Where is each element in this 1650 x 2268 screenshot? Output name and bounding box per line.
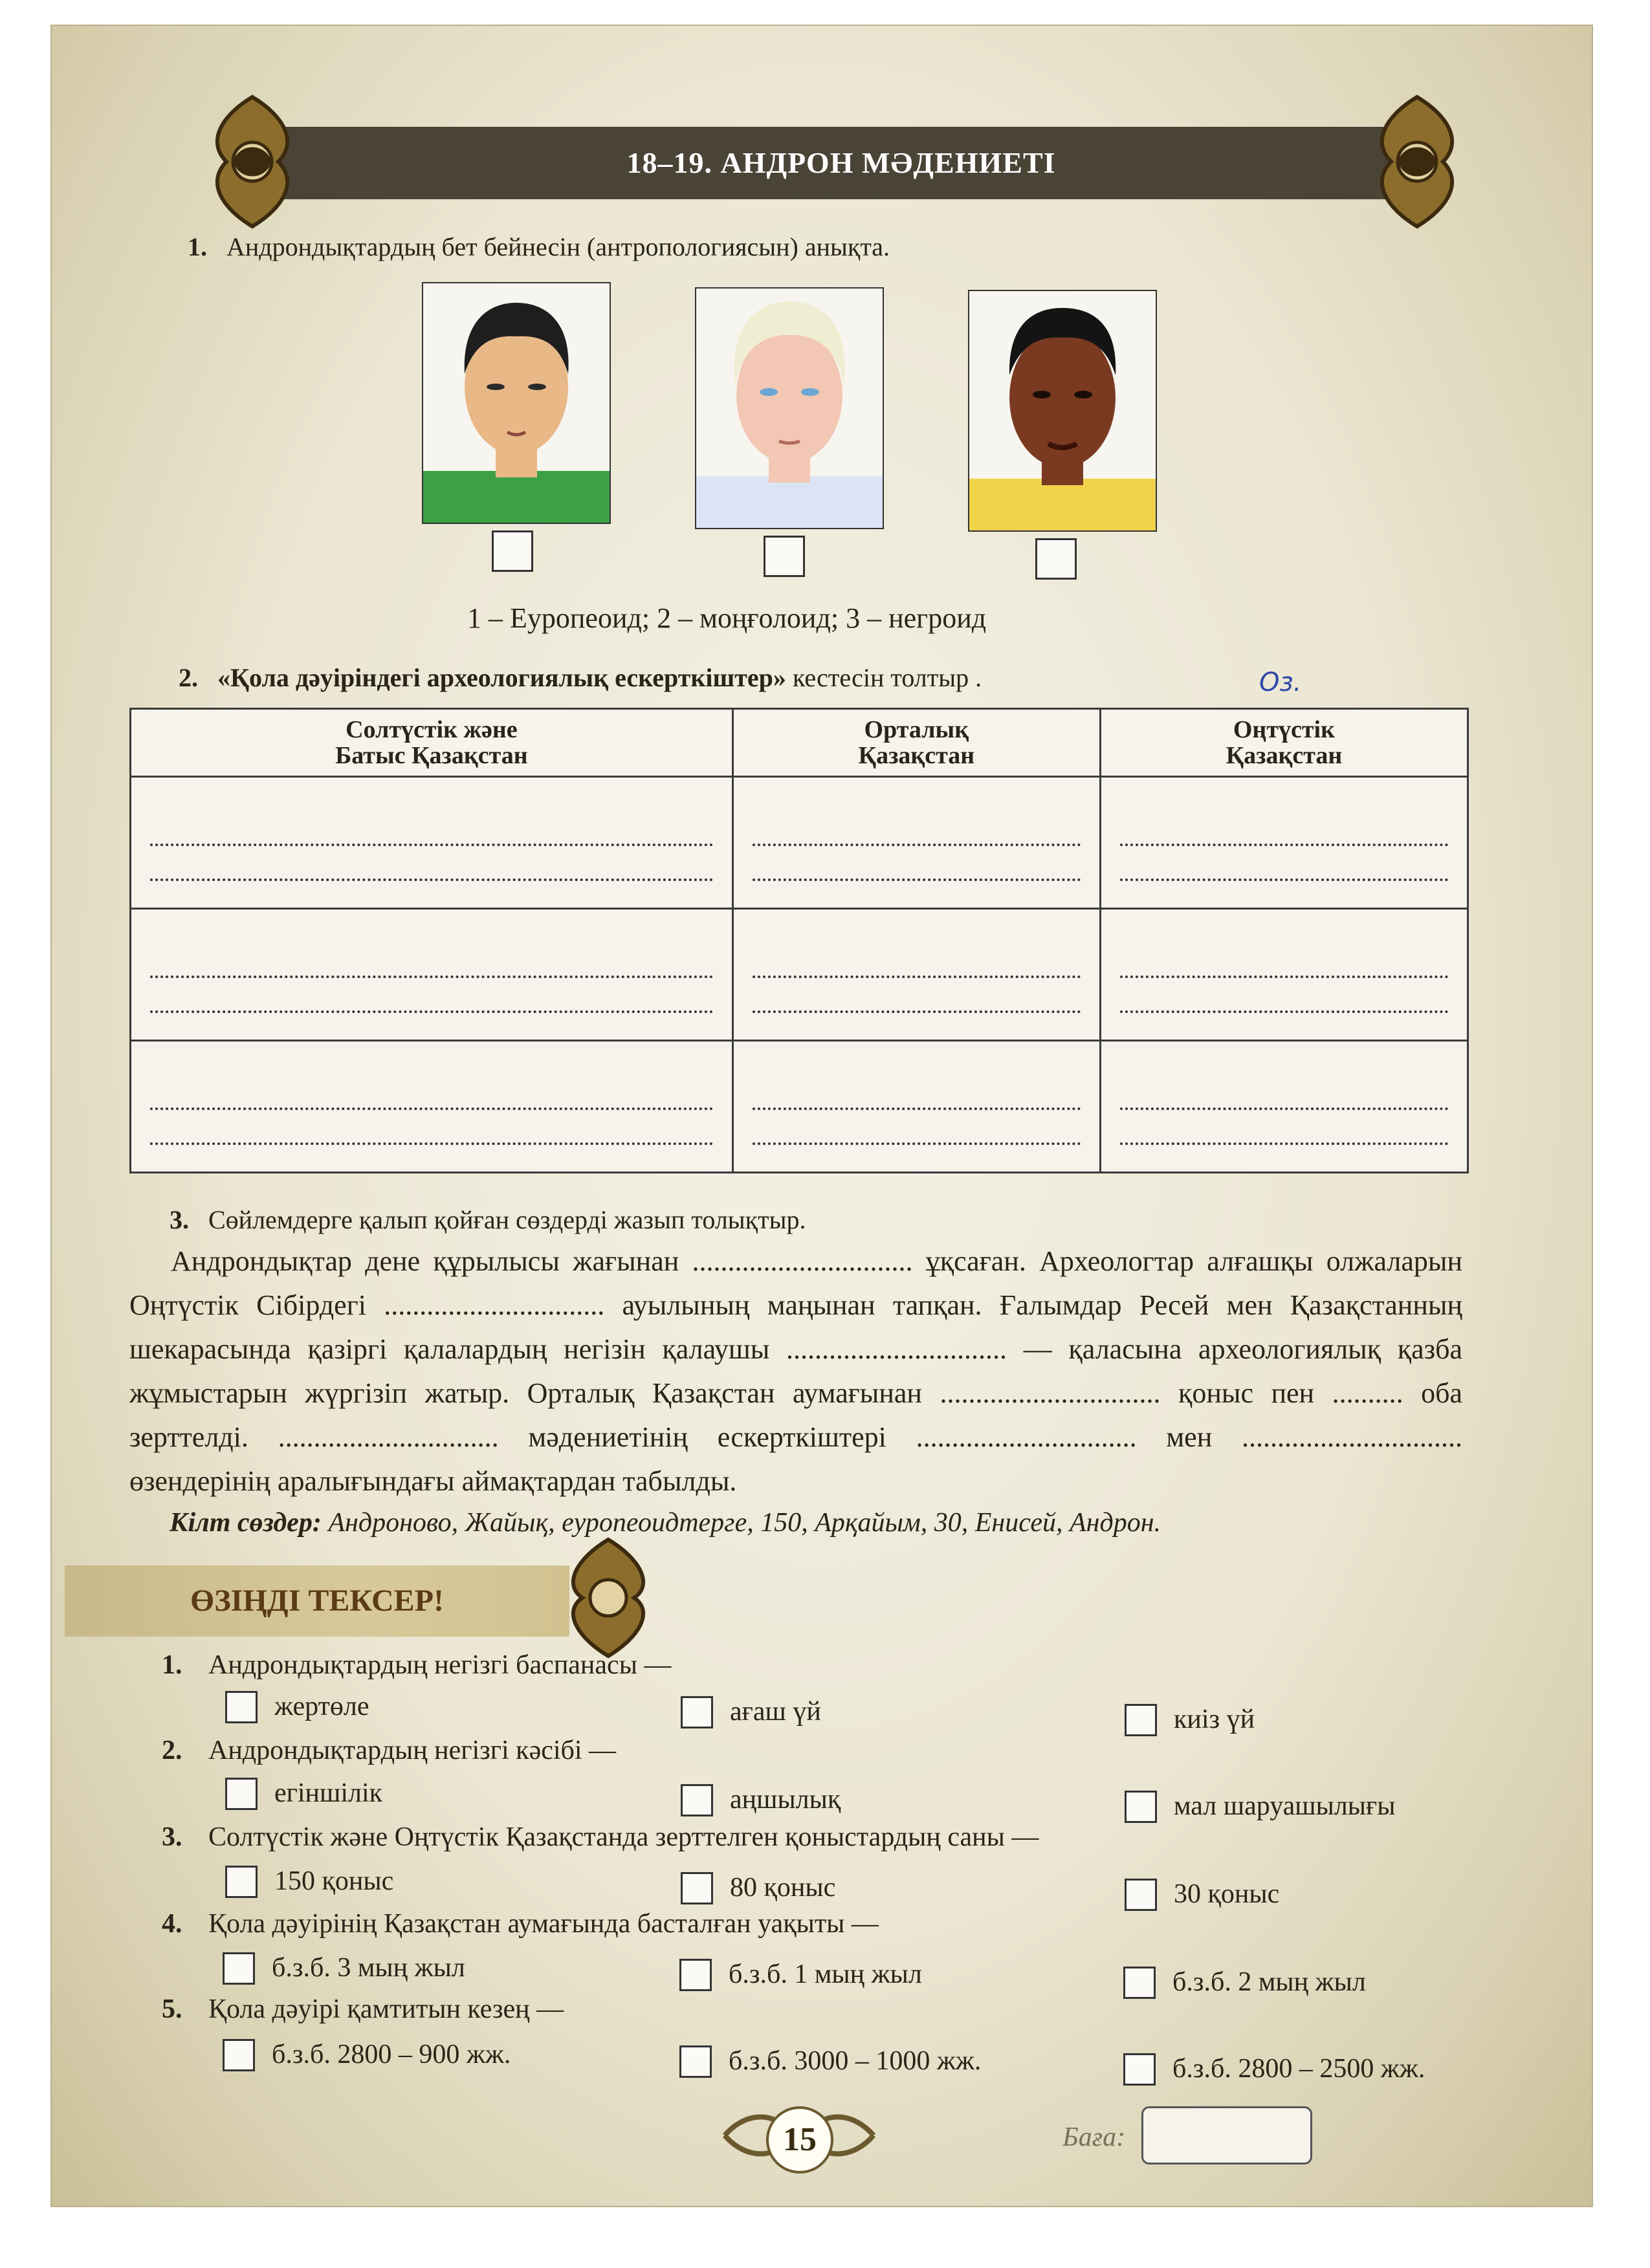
option-label: 150 қоныс	[274, 1866, 394, 1896]
option-label: 80 қоныс	[730, 1873, 836, 1903]
table-row	[131, 777, 1468, 909]
answer-cell[interactable]	[732, 1041, 1100, 1173]
option-checkbox[interactable]	[223, 1952, 255, 1985]
table-row	[131, 909, 1468, 1041]
option-label: б.з.б. 1 мың жыл	[729, 1959, 922, 1989]
self-check-title: ӨЗІҢДІ ТЕКСЕР!	[190, 1584, 444, 1618]
option-checkbox[interactable]	[1125, 1879, 1157, 1911]
bronze-age-monuments-table	[129, 708, 1469, 1173]
option-label: егіншілік	[274, 1778, 383, 1808]
answer-cell[interactable]	[1100, 777, 1468, 909]
option-checkbox[interactable]	[223, 2039, 255, 2071]
answer-cell[interactable]	[1100, 909, 1468, 1041]
column-header-north-west: Солтүстік және Батыс Қазақстан	[131, 709, 733, 777]
table-header-row	[131, 709, 1468, 777]
option-label: б.з.б. 2800 – 900 жж.	[272, 2040, 511, 2069]
option-checkbox[interactable]	[1123, 1967, 1156, 1999]
question-2	[179, 662, 982, 693]
option-checkbox[interactable]	[1125, 1704, 1157, 1736]
option-label: ағаш үй	[730, 1697, 821, 1727]
question-text: Андрондықтардың бет бейнесін (антропологиясын) анықта.	[226, 232, 890, 261]
option-label: аңшылық	[730, 1785, 841, 1815]
page-number: 15	[766, 2106, 833, 2174]
option-label: 30 қоныс	[1174, 1879, 1280, 1909]
paragraph-text: Андрондықтар дене құрылысы жағынан ............................... ұқсаған. Археологтар алғашқы олжаларын Оңтүстік Сібірдегі ............................... ауылының маңынан тапқан. Ғалымдар Ресей мен Қазақстанның шекарасында қазіргі қалалардың негізін қалаушы ............................... — қаласына археологиялық қазба жұмыстарын жүргізіп жатыр. Орталық Қазақстан аумағынан ............................... қоныс пен .......... оба зерттелді. ............................... мәдениетінің ескерткіштері ............................... мен ............................... өзендерінің аралығындағы аймақтардан табылды.	[129, 1245, 1462, 1497]
answer-cell[interactable]	[732, 909, 1100, 1041]
option-label: б.з.б. 2800 – 2500 жж.	[1172, 2054, 1425, 2084]
option-checkbox[interactable]	[679, 1959, 712, 1991]
option-checkbox[interactable]	[225, 1778, 258, 1810]
face-1-answer-box[interactable]	[492, 530, 533, 572]
page-title: 18–19. АНДРОН МӘДЕНИЕТІ	[626, 146, 1056, 179]
keywords-label: Кілт сөздер:	[170, 1508, 322, 1538]
option-checkbox[interactable]	[1123, 2053, 1156, 2086]
question-title: «Қола дәуіріндегі археологиялық ескерткіштер»	[217, 663, 786, 692]
option-checkbox[interactable]	[225, 1866, 258, 1898]
question-number: 1.	[188, 232, 207, 261]
self-check-ornament-icon	[544, 1533, 673, 1663]
column-header-south: Оңтүстік Қазақстан	[1100, 709, 1468, 777]
option-label: б.з.б. 3000 – 1000 жж.	[729, 2046, 982, 2076]
question-text: кестесін толтыр .	[786, 663, 982, 692]
table-row	[131, 1041, 1468, 1173]
option-checkbox[interactable]	[1125, 1791, 1157, 1823]
face-image-1	[422, 282, 611, 524]
keywords-list: Андроново, Жайық, еуропеоидтерге, 150, Арқайым, 30, Енисей, Андрон.	[321, 1508, 1161, 1538]
option-label: б.з.б. 3 мың жыл	[272, 1953, 465, 1983]
question-number: 3.	[170, 1205, 189, 1234]
option-label: б.з.б. 2 мың жыл	[1172, 1967, 1366, 1997]
option-checkbox[interactable]	[679, 2045, 712, 2078]
face-3-answer-box[interactable]	[1035, 538, 1077, 580]
option-checkbox[interactable]	[681, 1784, 713, 1816]
option-checkbox[interactable]	[681, 1872, 713, 1904]
test-question-5: 5. Қола дәуірі қамтитын кезең —	[162, 1994, 564, 2024]
face-image-3	[968, 290, 1157, 532]
answer-cell[interactable]	[131, 777, 733, 909]
option-checkbox[interactable]	[681, 1696, 713, 1728]
test-question-2: 2. Андрондықтардың негізгі кәсібі —	[162, 1736, 617, 1765]
answer-legend: 1 – Еуропеоид; 2 – моңғолоид; 3 – негроид	[467, 602, 987, 634]
answer-cell[interactable]	[131, 909, 733, 1041]
face-2-answer-box[interactable]	[764, 536, 805, 577]
option-checkbox[interactable]	[225, 1691, 258, 1723]
grade-label: Баға:	[1062, 2122, 1126, 2152]
test-question-3: 3. Солтүстік және Оңтүстік Қазақстанда зерттелген қоныстардың саны —	[162, 1822, 1039, 1852]
option-label: мал шаруашылығы	[1174, 1791, 1396, 1821]
test-question-4: 4. Қола дәуірінің Қазақстан аумағында басталған уақыты —	[162, 1909, 879, 1939]
question-text: Сөйлемдерге қалып қойған сөздерді жазып толықтыр.	[208, 1205, 806, 1234]
test-question-1: 1. Андрондықтардың негізгі баспанасы —	[162, 1650, 672, 1680]
answer-cell[interactable]	[732, 777, 1100, 909]
answer-cell[interactable]	[131, 1041, 733, 1173]
question-number: 2.	[179, 663, 198, 692]
column-header-central: Орталық Қазақстан	[732, 709, 1100, 777]
option-label: киіз үй	[1174, 1705, 1255, 1734]
grade-input-box[interactable]	[1141, 2106, 1312, 2164]
option-label: жертөле	[274, 1692, 369, 1721]
face-image-2	[695, 287, 884, 529]
question-3	[170, 1205, 806, 1235]
question-1	[188, 232, 890, 262]
fill-in-paragraph	[129, 1239, 1462, 1503]
answer-cell[interactable]	[1100, 1041, 1468, 1173]
handwritten-mark: Oз.	[1259, 668, 1302, 697]
